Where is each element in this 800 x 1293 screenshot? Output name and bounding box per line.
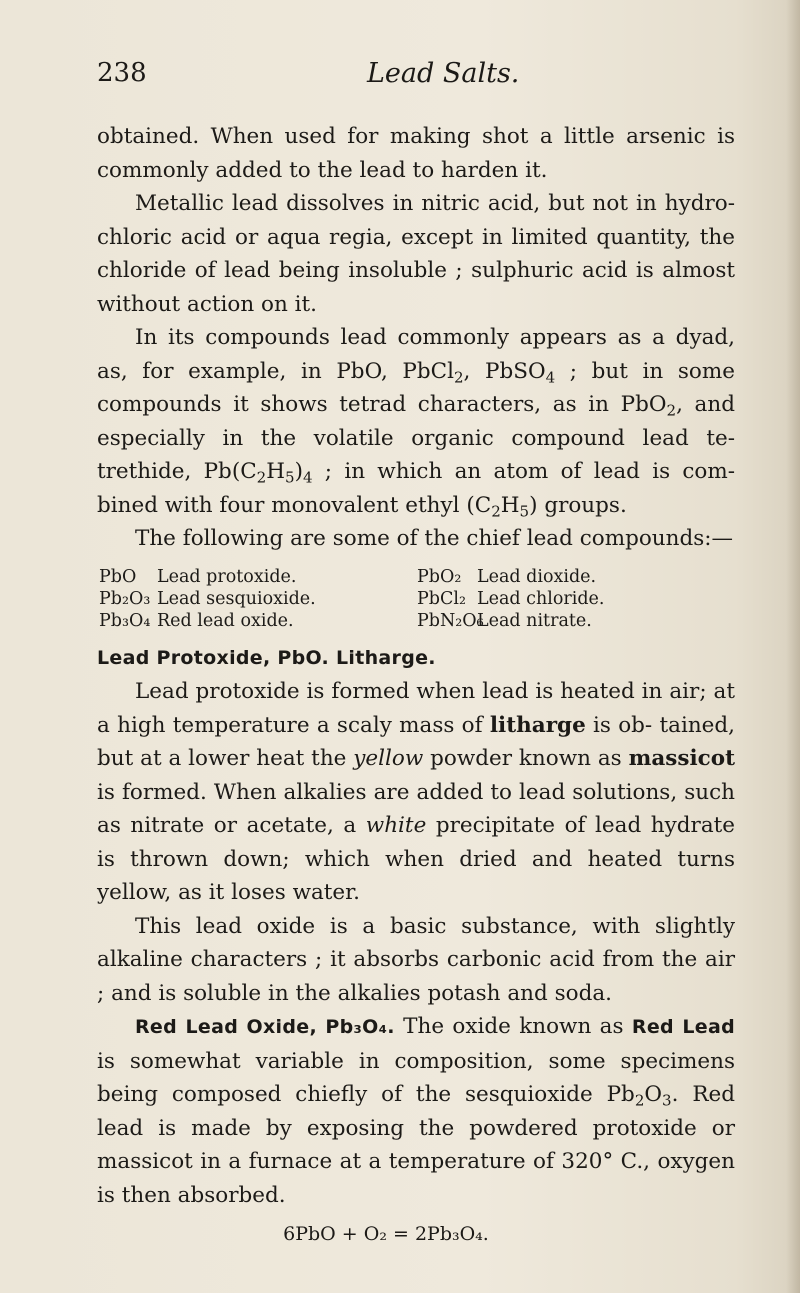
compound-name: Lead chloride. (477, 588, 605, 609)
paragraph-basic-substance: This lead oxide is a basic substance, with slightly alkaline characters ; it absorbs carbonic acid from the air ; and is soluble in the alkalies potash and soda. (97, 913, 735, 1006)
paragraph-compounds-intro: The following are some of the chief lead compounds:— (135, 526, 734, 551)
section-heading-red-lead: Red Lead Oxide, Pb₃O₄. (135, 1016, 395, 1038)
page-body (97, 120, 735, 1252)
compound-name: Lead dioxide. (477, 566, 597, 587)
compound-formula: PbN₂O₆ (417, 610, 484, 631)
paragraph-continued: obtained. When used for making shot a little arsenic is commonly added to the lead to harden it. (97, 124, 735, 183)
compound-name: Lead protoxide. (157, 566, 297, 587)
page-edge-shadow (786, 0, 800, 1293)
compounds-table (99, 566, 735, 632)
section-heading-lead-protoxide: Lead Protoxide, PbO. Litharge. (97, 646, 436, 669)
compound-name: Lead sesquioxide. (157, 588, 316, 609)
page-header (0, 58, 800, 98)
page-number: 238 (97, 58, 147, 88)
compound-formula: PbCl₂ (417, 588, 466, 609)
paragraph-red-lead: Red Lead Oxide, Pb₃O₄. The oxide known as Red Lead is somewhat variable in composition, some specimens being composed chiefly of the sesquioxide $Pb_2O_3$. Red lead is made by exposing the powdered protoxide or massicot in a furnace at a temperature of 320° C., oxygen is then absorbed. (97, 1014, 736, 1208)
paragraph-compounds-dyad: In its compounds lead commonly appears as a dyad, as, for example, in PbO, PbCl$_2$, PbSO$_4$ ; but in some compounds it shows tetrad characters, as in PbO$_2$, and especially in the volatile organic compound lead te- trethide, $Pb(C_2H_5)_4$ ; in which an atom of lead is com- bined with four monovalent ethyl $(C_2H_5)$ groups. (97, 325, 736, 520)
compound-name: Lead nitrate. (477, 610, 592, 631)
compound-formula: Pb₃O₄ (99, 610, 151, 631)
compound-formula: PbO (99, 566, 137, 587)
compound-formula: PbO₂ (417, 566, 462, 587)
paragraph-lead-protoxide: Lead protoxide is formed when lead is heated in air; at a high temperature a scaly mass of litharge is ob- tained, but at a lower heat the yellow powder known as massicot is formed. When alkalies are added to lead solutions, such as nitrate or acetate, a white precipitate of lead hydrate is thrown down; which when dried and heated turns yellow, as it loses water. (97, 679, 736, 905)
compound-formula: Pb₂O₃ (99, 588, 151, 609)
compound-name: Red lead oxide. (157, 610, 294, 631)
chemical-equation: 6PbO + O₂ = 2Pb₃O₄. (283, 1223, 489, 1245)
paragraph-metallic-lead: Metallic lead dissolves in nitric acid, but not in hydro- chloric acid or aqua regia, except in limited quantity, the chloride of lead being insoluble ; sulphuric acid is almost without action on it. (97, 191, 735, 317)
running-title: Lead Salts. (367, 58, 520, 89)
